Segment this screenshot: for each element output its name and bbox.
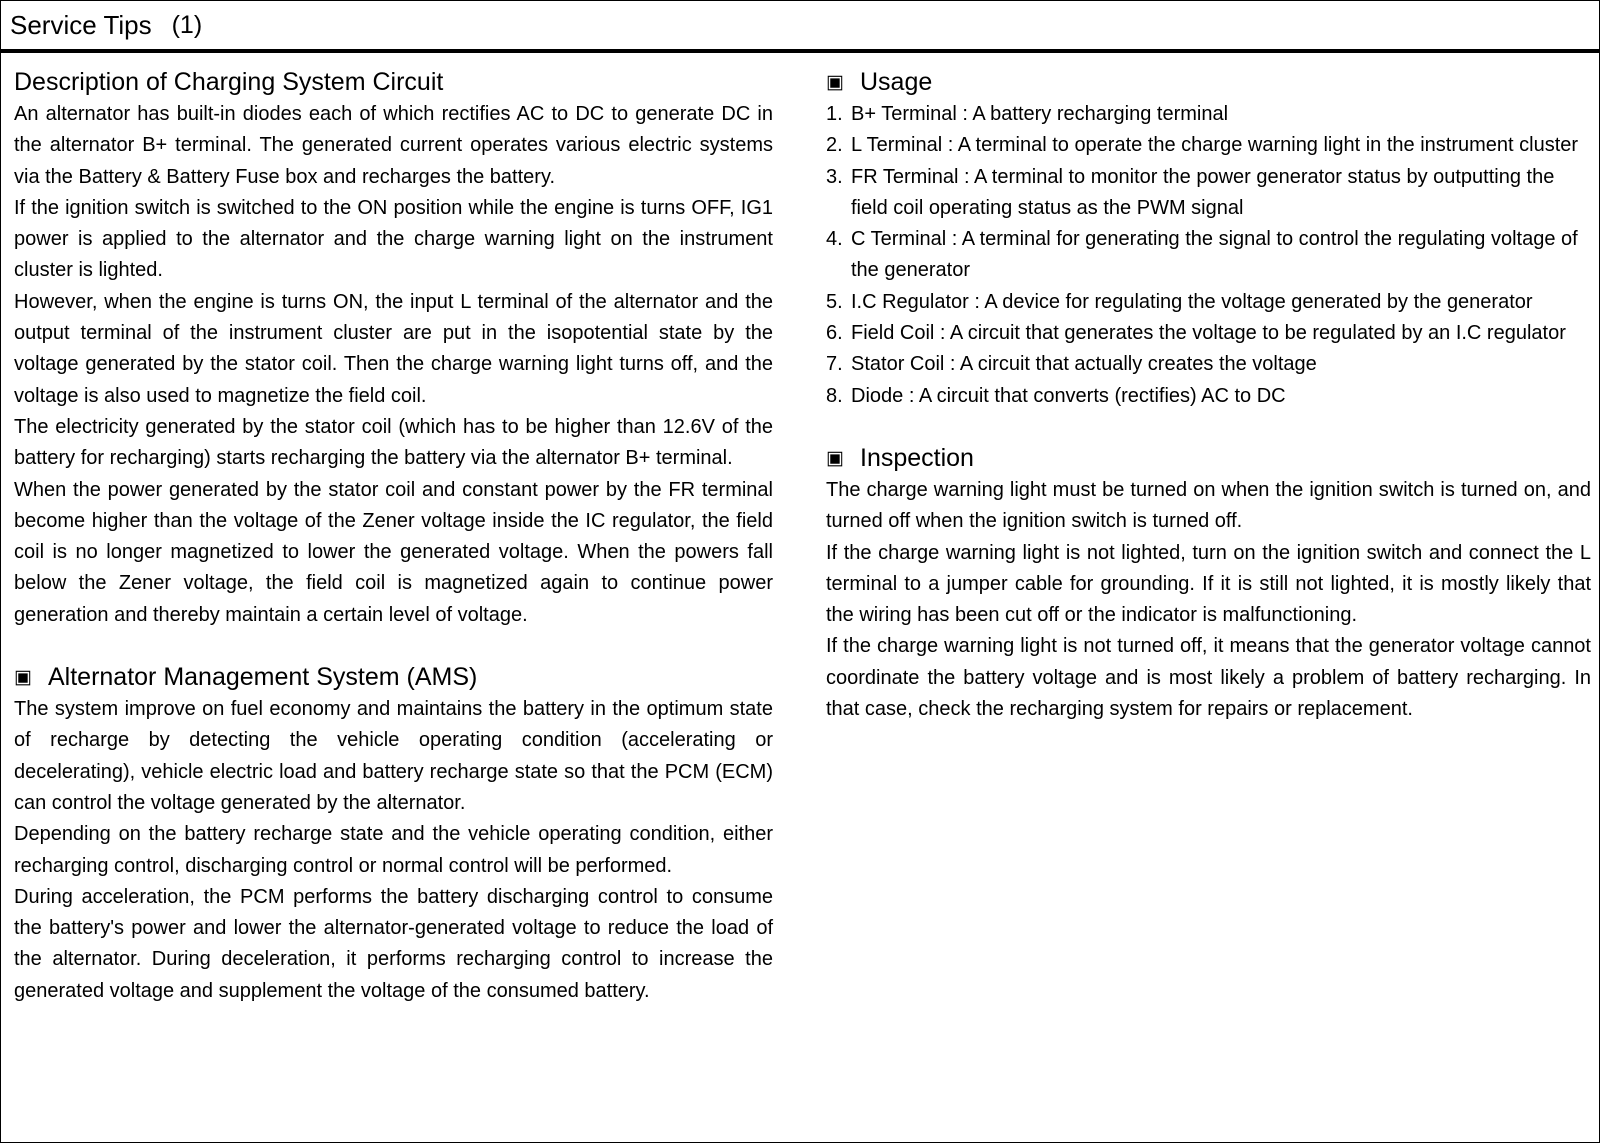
list-item-text: C Terminal : A terminal for generating the signal to control the regulating voltage of the generator — [851, 228, 1578, 282]
list-item-text: Diode : A circuit that converts (rectifies) AC to DC — [851, 384, 1286, 407]
list-item — [826, 162, 1591, 225]
square-bullet-icon: ▣ — [826, 72, 844, 93]
inspection-paragraph: The charge warning light must be turned on when the ignition switch is turned on, and turned off when the ignition switch is turned off. — [826, 478, 1591, 533]
ams-paragraph: The system improve on fuel economy and maintains the battery in the optimum state of recharge by detecting the vehicle operating condition (accelerating or decelerating), vehicle electric load and battery recharge state so that the PCM (ECM) can control the voltage generated by the alternator. — [14, 698, 773, 814]
list-item — [826, 349, 1591, 380]
description-paragraph: The electricity generated by the stator coil (which has to be higher than 12.6V of the battery for recharging) starts recharging the battery via the alternator B+ terminal. — [14, 415, 773, 470]
ams-paragraph: Depending on the battery recharge state and the vehicle operating condition, either recharging control, discharging control or normal control will be performed. — [14, 823, 773, 877]
ams-title: Alternator Management System (AMS) — [48, 663, 478, 692]
section-spacer — [14, 631, 773, 660]
inspection-paragraph: If the charge warning light is not turned off, it means that the generator voltage cannot coordinate the battery voltage and is most likely a problem of battery recharging. In that case, check the recharging system for repairs or replacement. — [826, 635, 1591, 721]
description-title: Description of Charging System Circuit — [14, 68, 444, 96]
list-item — [826, 130, 1591, 161]
ams-paragraph: During acceleration, the PCM performs the battery discharging control to consume the battery's power and lower the alternator-generated voltage to reduce the load of the alternator. During deceleration, it performs recharging control to increase the generated voltage and supplement the voltage of the consumed battery. — [14, 885, 773, 1002]
left-column — [14, 65, 773, 1007]
square-bullet-icon: ▣ — [14, 667, 32, 689]
list-item-number: 5. — [826, 290, 843, 313]
description-paragraph: An alternator has built-in diodes each of which rectifies AC to DC to generate DC in the alternator B+ terminal. The generated current operates various electric systems via the Battery & Battery Fuse box and recharges the battery. — [14, 103, 773, 188]
usage-list — [826, 99, 1591, 412]
list-item — [826, 287, 1591, 318]
ams-heading — [14, 660, 773, 694]
list-item-text: Stator Coil : A circuit that actually creates the voltage — [851, 353, 1317, 376]
page-header — [1, 1, 1599, 53]
list-item — [826, 318, 1591, 349]
header-number: (1) — [171, 10, 203, 39]
section-spacer — [826, 412, 1591, 441]
list-item-text: I.C Regulator : A device for regulating the voltage generated by the generator — [851, 290, 1533, 313]
list-item-number: 6. — [826, 322, 843, 345]
description-paragraph: When the power generated by the stator coil and constant power by the FR terminal become higher than the voltage of the Zener voltage inside the IC regulator, the field coil is no longer magnetized to lower the generated voltage. When the powers fall below the Zener voltage, the field coil is magnetized again to continue power generation and thereby maintain a certain level of voltage. — [14, 478, 773, 626]
list-item-text: L Terminal : A terminal to operate the charge warning light in the instrument cluster — [851, 134, 1579, 157]
description-paragraph: However, when the engine is turns ON, the input L terminal of the alternator and the output terminal of the instrument cluster are put in the isopotential state by the voltage generated by the stator coil. Then the charge warning light turns off, and the voltage is also used to magnetize the field coil. — [14, 290, 773, 407]
list-item-number: 8. — [826, 384, 843, 407]
inspection-title: Inspection — [860, 443, 974, 472]
list-item-text: FR Terminal : A terminal to monitor the power generator status by outputting the field coil operating status as the PWM signal — [851, 165, 1555, 219]
inspection-heading — [826, 441, 1591, 475]
header-title: Service Tips — [10, 9, 152, 40]
right-column — [826, 65, 1591, 725]
list-item — [826, 381, 1591, 412]
list-item — [826, 99, 1591, 130]
list-item-text: Field Coil : A circuit that generates the voltage to be regulated by an I.C regulator — [851, 322, 1566, 345]
list-item-number: 7. — [826, 353, 843, 376]
list-item-number: 4. — [826, 228, 843, 251]
inspection-paragraph: If the charge warning light is not lighted, turn on the ignition switch and connect the L terminal to a jumper cable for grounding. If it is still not lighted, it is mostly likely that the wiring has been cut off or the indicator is malfunctioning. — [826, 541, 1591, 627]
square-bullet-icon: ▣ — [826, 447, 844, 469]
usage-heading — [826, 65, 1591, 99]
description-paragraph: If the ignition switch is switched to the ON position while the engine is turns OFF, IG1 power is applied to the alternator and the charge warning light on the instrument cluster is lighted. — [14, 196, 773, 282]
list-item — [826, 224, 1591, 287]
list-item-number: 1. — [826, 103, 843, 125]
list-item-number: 2. — [826, 134, 843, 157]
list-item-number: 3. — [826, 165, 843, 188]
list-item-text: B+ Terminal : A battery recharging terminal — [851, 103, 1229, 125]
usage-title: Usage — [860, 68, 933, 96]
